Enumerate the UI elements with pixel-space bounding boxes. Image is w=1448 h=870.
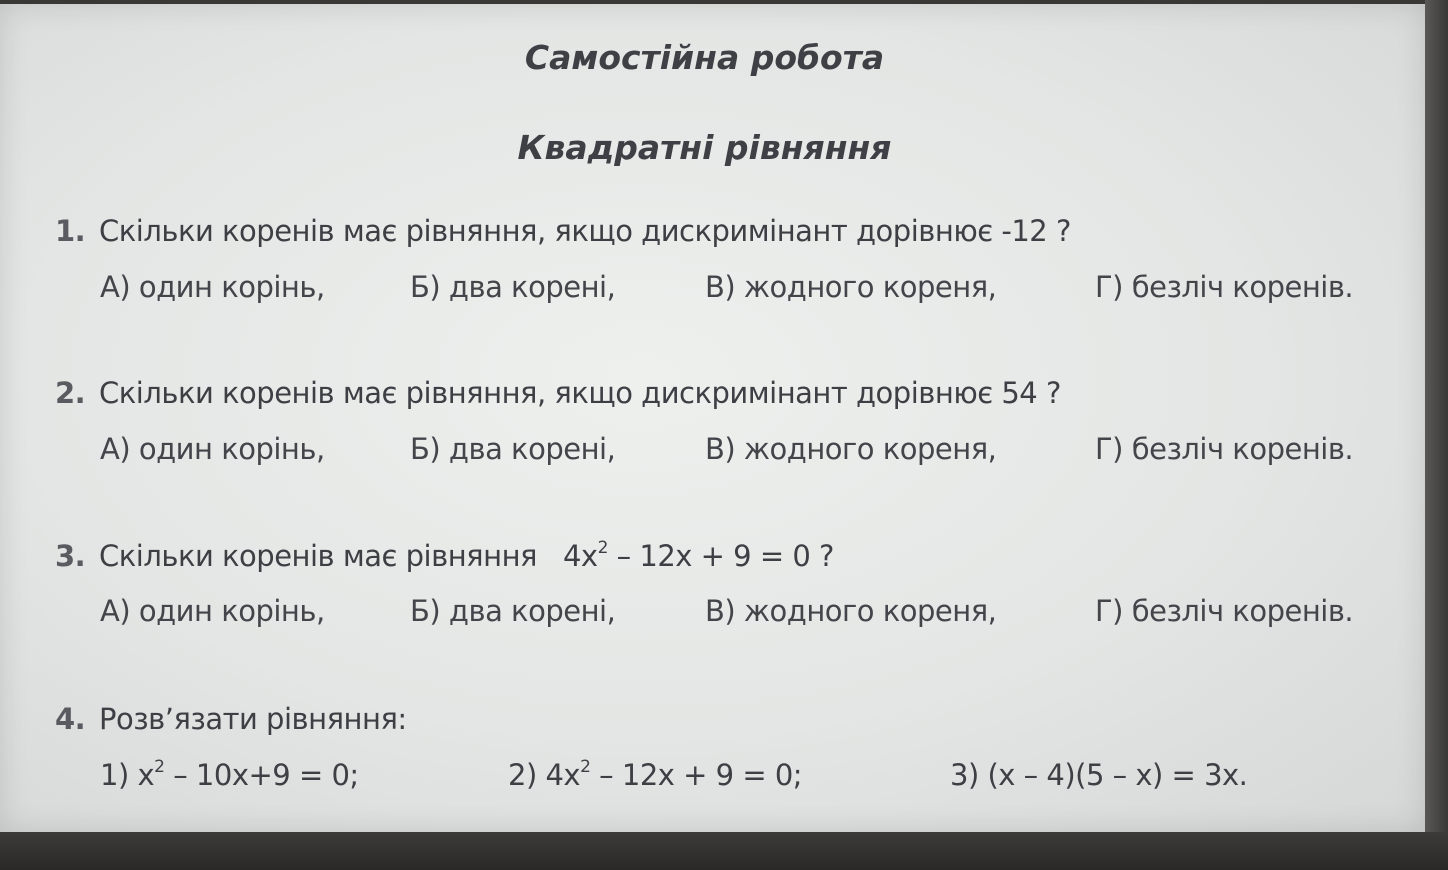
question-text: Розв’язати рівняння: <box>99 702 407 736</box>
q1-option-a: А) один корінь, <box>100 270 325 304</box>
q2-option-a: А) один корінь, <box>100 432 325 466</box>
monitor-bezel-bottom <box>0 832 1448 870</box>
q1-option-d: Г) безліч коренів. <box>1095 270 1354 304</box>
question-2 <box>55 376 1061 410</box>
question-4 <box>55 702 407 736</box>
question-number: 3. <box>55 539 86 573</box>
monitor-bezel-right <box>1425 0 1448 870</box>
question-equation: $4x^2 - 12x + 9 = 0$ ? <box>562 538 834 573</box>
q3-option-b: Б) два корені, <box>410 594 616 628</box>
page-title: Самостійна робота <box>524 38 885 77</box>
q2-option-d: Г) безліч коренів. <box>1095 432 1354 466</box>
q3-option-a: А) один корінь, <box>100 594 325 628</box>
equation-3: 3) (x – 4)(5 – x) = 3x. <box>950 758 1248 792</box>
equation-1: 1) $x^2 - 10x+9 = 0$; <box>100 757 359 792</box>
question-3 <box>55 539 834 573</box>
slide <box>0 4 1425 832</box>
q1-option-c: В) жодного кореня, <box>705 270 997 304</box>
q3-option-c: В) жодного кореня, <box>705 594 997 628</box>
question-text: Скільки коренів має рівняння <box>99 539 537 573</box>
question-text: Скільки коренів має рівняння, якщо дискримінант дорівнює -12 ? <box>99 214 1071 248</box>
question-1 <box>55 214 1071 248</box>
q3-option-d: Г) безліч коренів. <box>1095 594 1354 628</box>
page-subtitle: Квадратні рівняння <box>517 128 892 167</box>
q2-option-c: В) жодного кореня, <box>705 432 997 466</box>
q1-option-b: Б) два корені, <box>410 270 616 304</box>
q2-option-b: Б) два корені, <box>410 432 616 466</box>
question-number: 4. <box>55 702 86 736</box>
equation-2: 2) $4x^2 - 12x + 9 = 0$; <box>508 757 803 792</box>
question-number: 1. <box>55 214 86 248</box>
question-text: Скільки коренів має рівняння, якщо дискримінант дорівнює 54 ? <box>99 376 1061 410</box>
question-number: 2. <box>55 376 86 410</box>
